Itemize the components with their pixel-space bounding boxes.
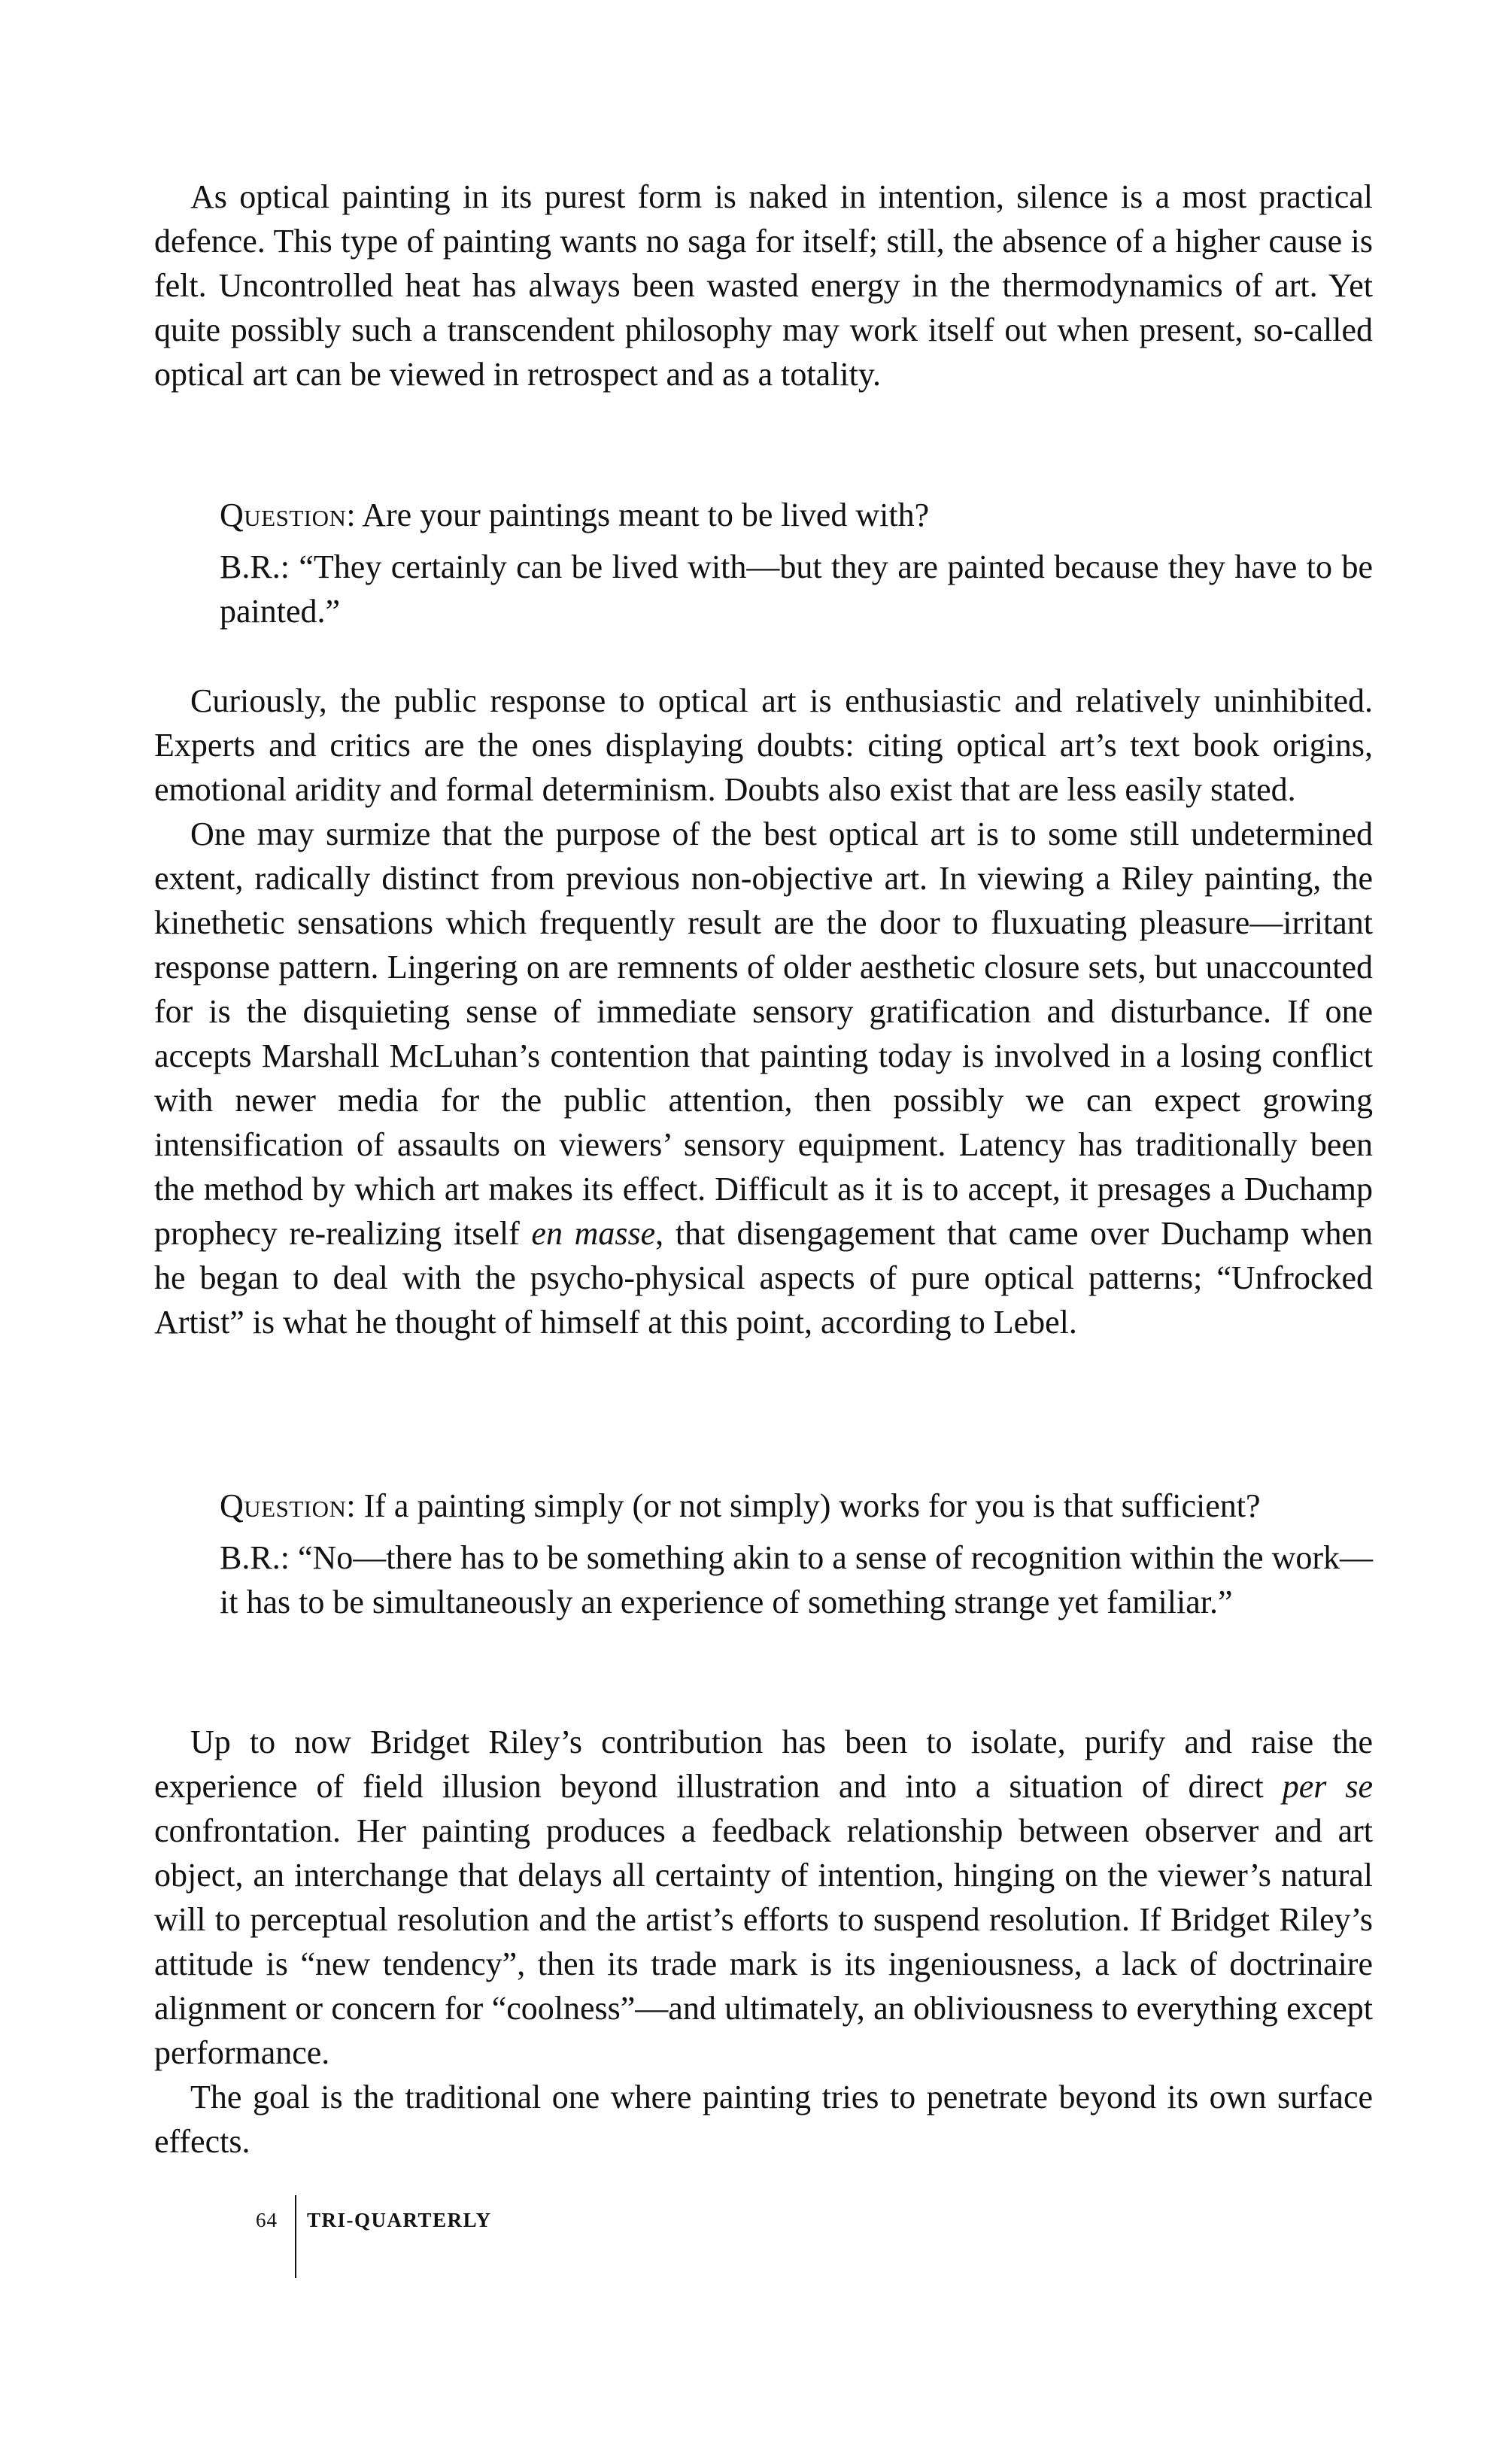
answer-label: B.R. <box>220 1539 281 1576</box>
answer-separator: : <box>280 548 299 585</box>
body-section-1 <box>154 175 1373 396</box>
question-separator: : <box>346 497 363 533</box>
contribution-text-after: confrontation. Her painting produces a feedback relationship between observer and art object, an interchange that delays all certainty of intention, hinging on the viewer’s natural will to perceptual resolution and the artist’s efforts to suspend resolution. If Bridget Riley’s attitude is “new tendency”, then its trade mark is its ingeniousness, a lack of doctrinaire alignment or concern for “coolness”—and ultimately, an obliviousness to everything except performance. <box>154 1812 1373 2071</box>
answer-2 <box>220 1535 1373 1624</box>
body-section-2 <box>154 679 1373 1344</box>
paragraph-public-response: Curiously, the public response to optical art is enthusiastic and relatively uninhibited. Experts and critics are the ones displaying doubts: citing optical art’s text book origins, emotional aridity and formal determinism. Doubts also exist that are less easily stated. <box>154 682 1373 808</box>
surmize-text-after: , that disengagement that came over Duchamp when he began to deal with the psycho-physical aspects of pure optical patterns; “Unfrocked Artist” is what he thought of himself at this point, according to Lebel. <box>154 1215 1374 1341</box>
question-separator: : <box>346 1487 364 1524</box>
question-text: Are your paintings meant to be lived with? <box>362 497 930 533</box>
contribution-text-before: Up to now Bridget Riley’s contribution has been to isolate, purify and raise the experience of field illusion beyond illustration and into a situation of direct <box>154 1724 1373 1805</box>
question-label: Question <box>220 1487 347 1524</box>
surmize-text-before: One may surmize that the purpose of the best optical art is to some still undetermined extent, radically distinct from previous non-objective art. In viewing a Riley painting, the kinethetic sensations which frequently result are the door to fluxuating pleasure—irritant response pattern. Lingering on are remnents of older aesthetic closure sets, but unaccounted for is the disquieting sense of immediate sensory gratification and disturbance. If one accepts Marshall McLuhan’s contention that painting today is involved in a losing conflict with newer media for the public attention, then possibly we can expect growing intensification of assaults on viewers’ sensory equipment. Latency has traditionally been the method by which art makes its effect. Difficult as it is to accept, it presages a Duchamp prophecy re-realizing itself <box>154 815 1373 1252</box>
surmize-italic-phrase: en masse <box>531 1215 656 1252</box>
question-text: If a painting simply (or not simply) works for you is that sufficient? <box>363 1487 1261 1524</box>
body-section-3 <box>154 1720 1373 2164</box>
paragraph-bridget-riley-contribution <box>154 1720 1373 2075</box>
journal-title: TRI-QUARTERLY <box>307 2209 492 2231</box>
page-number: 64 <box>256 2209 278 2231</box>
paragraph-surmize-purpose <box>154 812 1373 1344</box>
answer-separator: : <box>280 1539 298 1576</box>
answer-label: B.R. <box>220 548 281 585</box>
answer-text: “They certainly can be lived with—but they are painted because they have to be painted.” <box>220 548 1373 630</box>
interview-qa-2 <box>220 1484 1373 1624</box>
question-label: Question <box>220 497 347 533</box>
question-1 <box>220 493 1373 537</box>
answer-1 <box>220 545 1373 633</box>
interview-qa-1 <box>220 493 1373 633</box>
footer-divider <box>295 2195 296 2278</box>
paragraph-optical-painting: As optical painting in its purest form is naked in intention, silence is a most practical defence. This type of painting wants no saga for itself; still, the absence of a higher cause is felt. Uncontrolled heat has always been wasted energy in the thermodynamics of art. Yet quite possibly such a transcendent philosophy may work itself out when present, so-called optical art can be viewed in retrospect and as a totality. <box>154 178 1373 393</box>
paragraph-goal: The goal is the traditional one where painting tries to penetrate beyond its own surface effects. <box>154 2079 1373 2160</box>
contribution-italic-phrase: per se <box>1282 1768 1373 1805</box>
question-2 <box>220 1484 1373 1528</box>
answer-text: “No—there has to be something akin to a sense of recognition within the work—it has to be simultaneously an experience of something strange yet familiar.” <box>220 1539 1374 1620</box>
